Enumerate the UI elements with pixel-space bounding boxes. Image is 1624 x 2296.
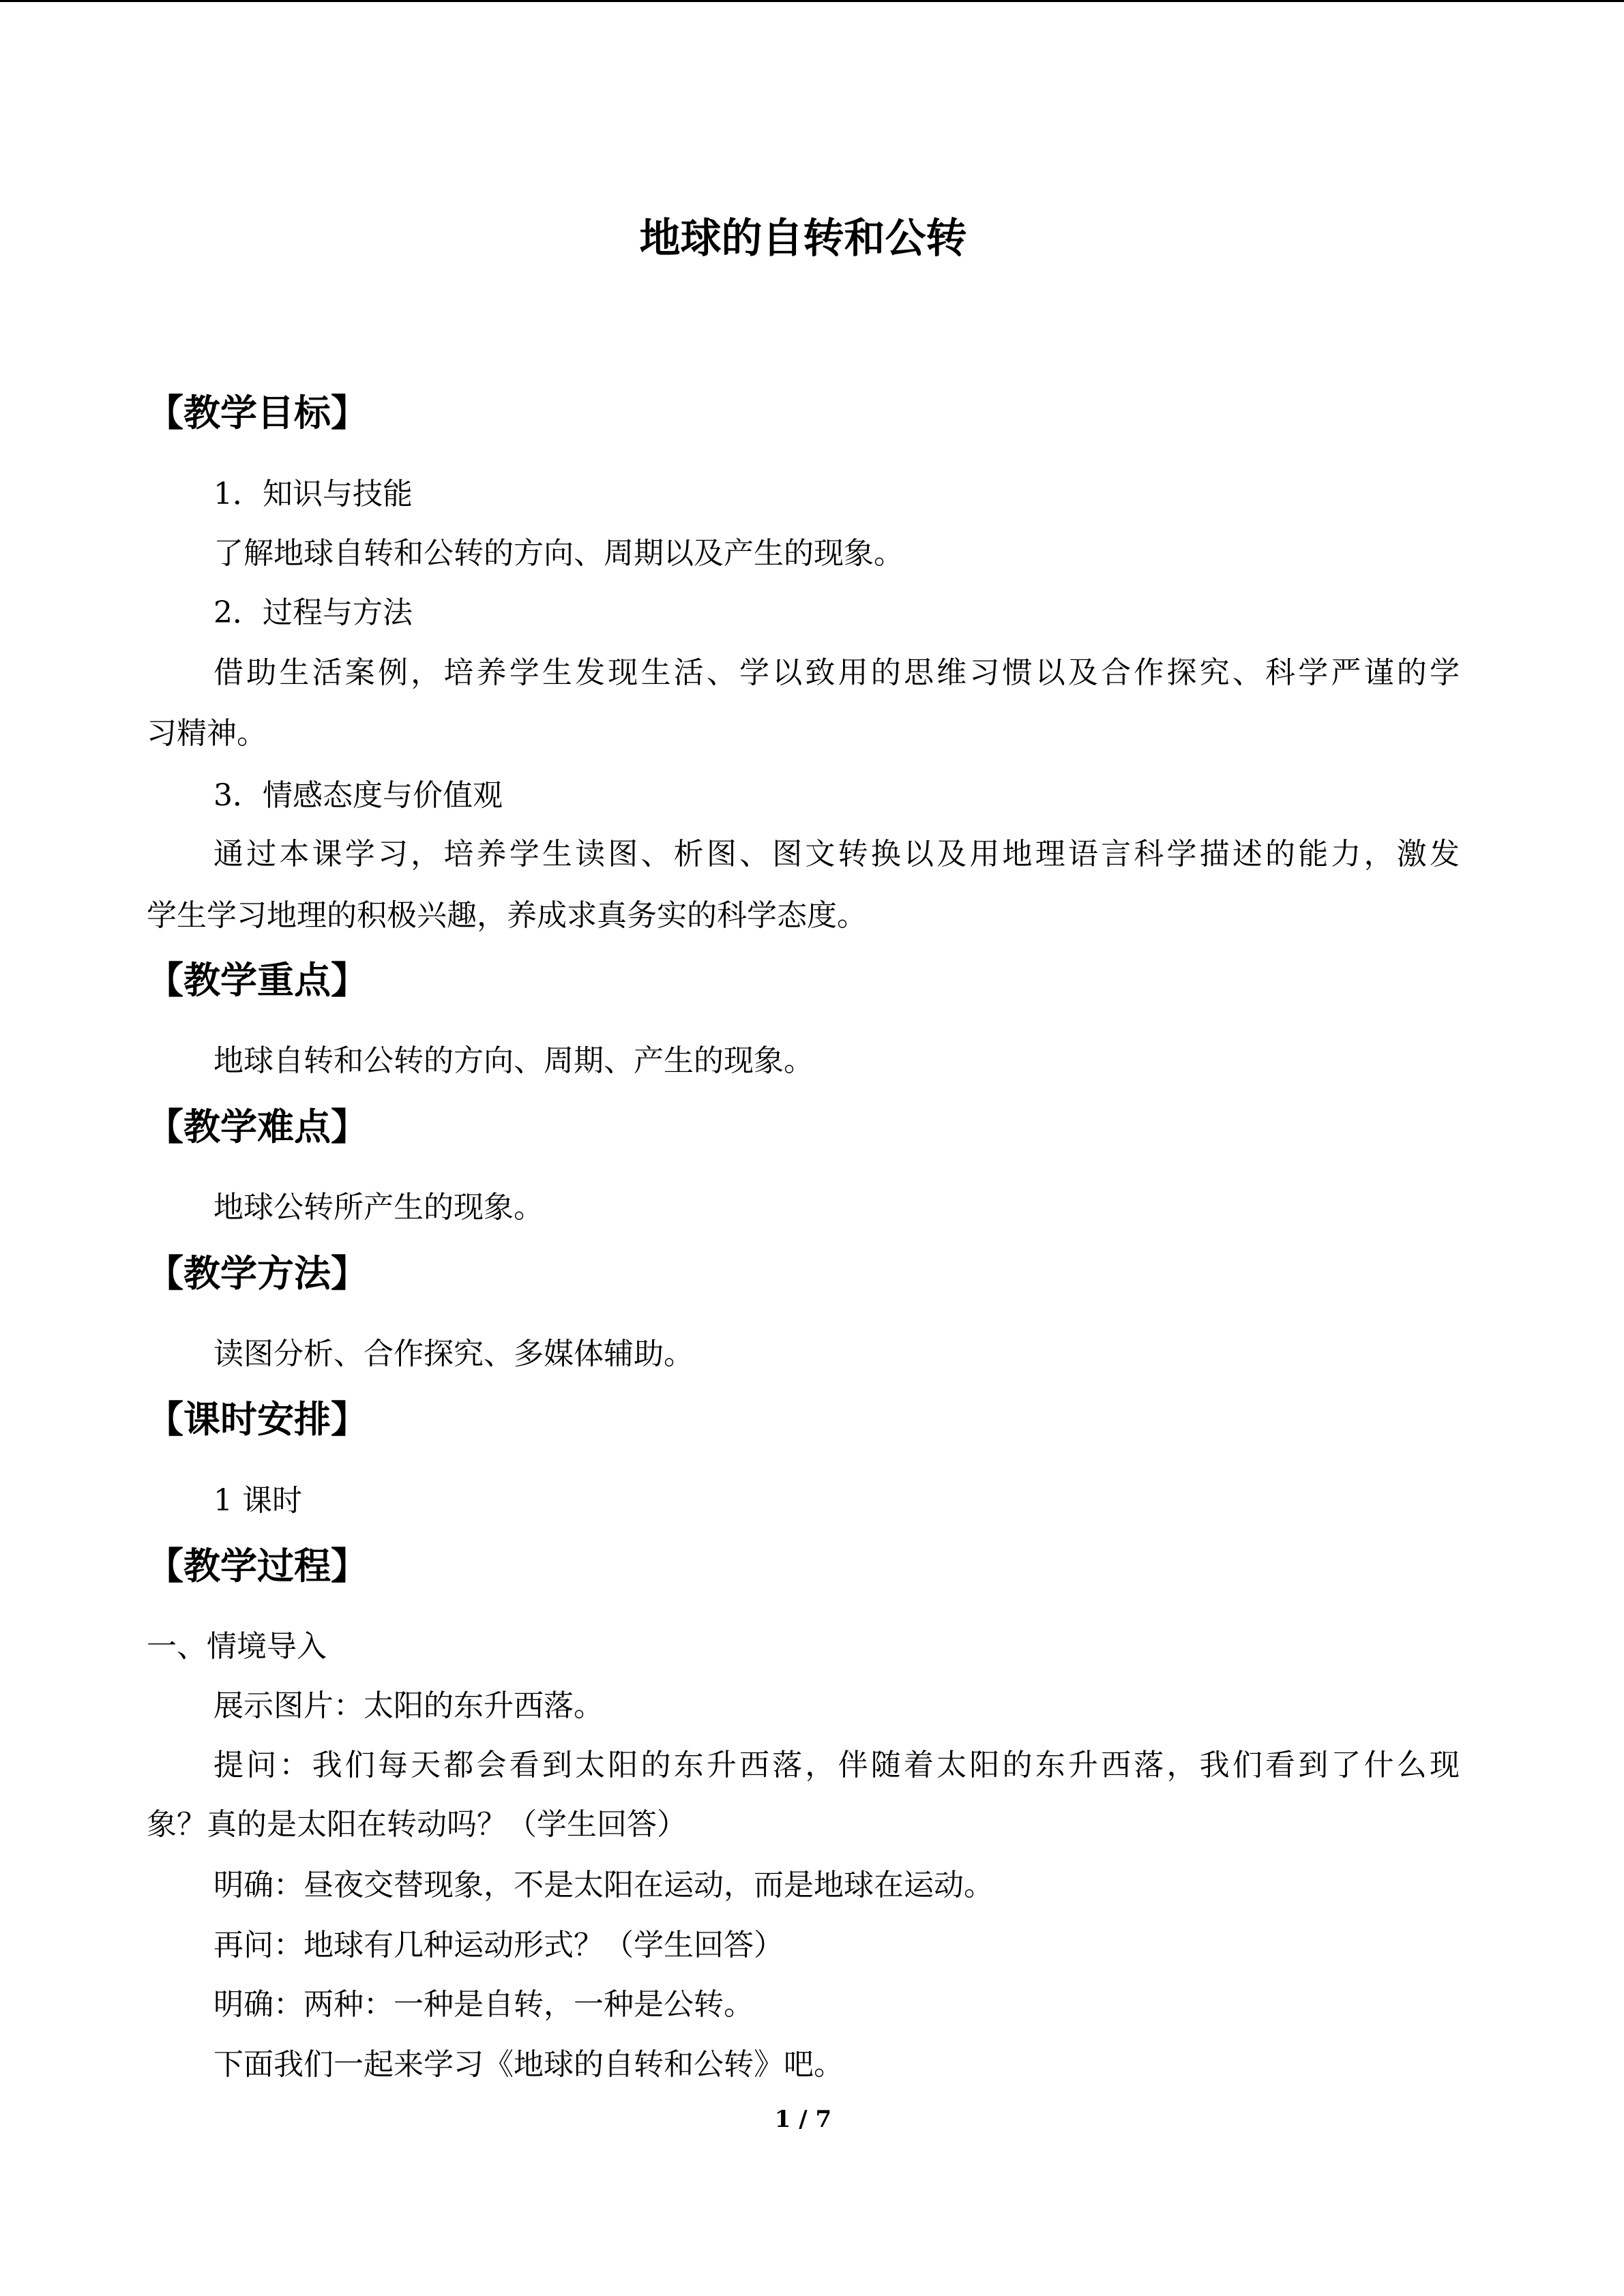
difficulties-text: 地球公转所产生的现象。 xyxy=(213,1190,544,1225)
process-paragraph-2-line-2: 象？真的是太阳在转动吗？（学生回答） xyxy=(147,1807,687,1842)
document-page xyxy=(147,0,1460,2296)
objective-item-3-text-line-1: 通过本课学习，培养学生读图、析图、图文转换以及用地理语言科学描述的能力，激发 xyxy=(213,837,1460,871)
objective-item-2-title: 2．过程与方法 xyxy=(213,595,413,630)
process-paragraph-5: 明确：两种：一种是自转，一种是公转。 xyxy=(213,1987,754,2022)
section-heading-difficulties: 【教学难点】 xyxy=(147,1105,368,1148)
objective-item-2-text-line-1: 借助生活案例，培养学生发现生活、学以致用的思维习惯以及合作探究、科学严谨的学 xyxy=(213,655,1460,690)
process-paragraph-4: 再问：地球有几种运动形式？（学生回答） xyxy=(213,1928,784,1963)
methods-text: 读图分析、合作探究、多媒体辅助。 xyxy=(213,1337,694,1371)
objective-item-1-title: 1．知识与技能 xyxy=(213,477,413,511)
key-points-text: 地球自转和公转的方向、周期、产生的现象。 xyxy=(213,1043,814,1078)
objective-item-2-text-line-2: 习精神。 xyxy=(147,716,267,751)
process-subheading-1: 一、情境导入 xyxy=(147,1629,327,1664)
section-heading-key-points: 【教学重点】 xyxy=(147,958,368,1002)
document-title: 地球的自转和公转 xyxy=(639,215,967,263)
objective-item-3-title: 3．情感态度与价值观 xyxy=(213,778,503,813)
process-paragraph-3: 明确：昼夜交替现象，不是太阳在运动，而是地球在运动。 xyxy=(213,1868,994,1903)
section-heading-process: 【教学过程】 xyxy=(147,1544,368,1587)
objective-item-3-text-line-2: 学生学习地理的积极兴趣，养成求真务实的科学态度。 xyxy=(147,898,867,933)
process-paragraph-6: 下面我们一起来学习《地球的自转和公转》吧。 xyxy=(213,2047,844,2082)
section-heading-methods: 【教学方法】 xyxy=(147,1251,368,1295)
objective-item-1-text: 了解地球自转和公转的方向、周期以及产生的现象。 xyxy=(213,536,904,571)
process-paragraph-1: 展示图片：太阳的东升西落。 xyxy=(213,1688,604,1723)
page-number: 1 / 7 xyxy=(774,2106,832,2133)
section-heading-objectives: 【教学目标】 xyxy=(147,391,368,434)
section-heading-schedule: 【课时安排】 xyxy=(147,1397,368,1441)
process-paragraph-2-line-1: 提问：我们每天都会看到太阳的东升西落，伴随着太阳的东升西落，我们看到了什么现 xyxy=(213,1748,1460,1783)
schedule-text: 1 课时 xyxy=(213,1483,302,1518)
